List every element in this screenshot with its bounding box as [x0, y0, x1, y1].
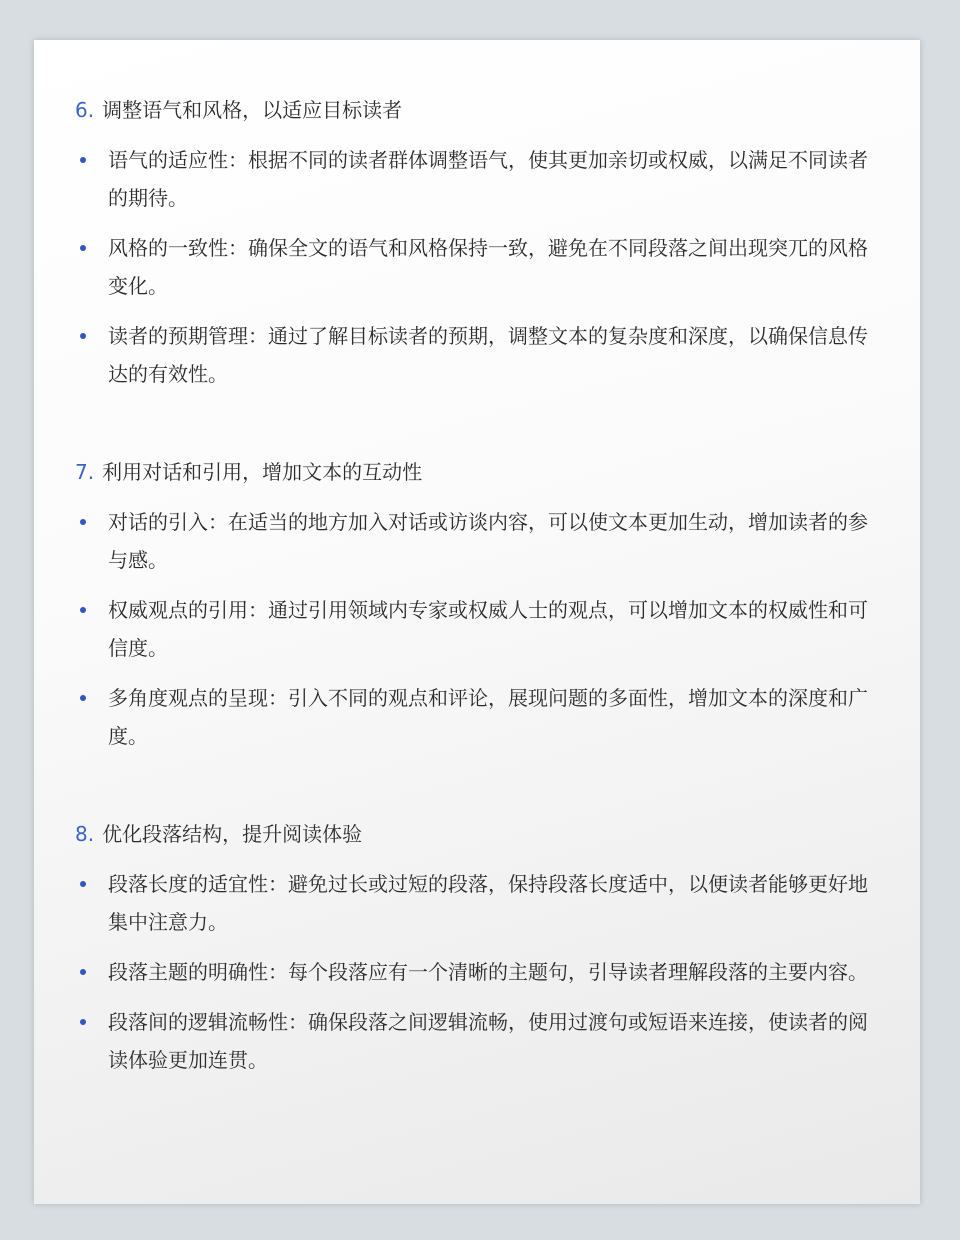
- item-label: 语气的适应性：: [108, 148, 248, 172]
- item-text: 引入不同的观点和评论，展现问题的多面性，增加文本的深度和广度。: [108, 686, 868, 748]
- bullet-list: [34, 503, 920, 767]
- item-text: 确保全文的语气和风格保持一致，避免在不同段落之间出现突兀的风格变化。: [108, 236, 868, 298]
- list-item: [34, 503, 920, 579]
- list-item: [34, 591, 920, 667]
- item-label: 段落间的逻辑流畅性：: [108, 1010, 308, 1034]
- bullet-list: [34, 865, 920, 1091]
- item-text: 通过了解目标读者的预期，调整文本的复杂度和深度，以确保信息传达的有效性。: [108, 324, 868, 386]
- item-label: 读者的预期管理：: [108, 324, 268, 348]
- section-heading: [75, 456, 422, 488]
- item-label: 段落主题的明确性：: [108, 960, 288, 984]
- item-text: 每个段落应有一个清晰的主题句，引导读者理解段落的主要内容。: [288, 960, 868, 984]
- list-item: [34, 953, 920, 991]
- bullet-icon: [80, 969, 86, 975]
- section-title: 利用对话和引用，增加文本的互动性: [102, 460, 423, 484]
- list-item: [34, 865, 920, 941]
- section-title: 优化段落结构，提升阅读体验: [102, 822, 363, 846]
- item-text: 通过引用领域内专家或权威人士的观点，可以增加文本的权威性和可信度。: [108, 598, 868, 660]
- item-text: 在适当的地方加入对话或访谈内容，可以使文本更加生动，增加读者的参与感。: [108, 510, 868, 572]
- bullet-icon: [80, 245, 86, 251]
- section-number: 8.: [75, 822, 95, 846]
- item-label: 多角度观点的呈现：: [108, 686, 288, 710]
- section-heading: [75, 94, 402, 126]
- item-label: 权威观点的引用：: [108, 598, 268, 622]
- bullet-icon: [80, 881, 86, 887]
- bullet-icon: [80, 519, 86, 525]
- item-label: 段落长度的适宜性：: [108, 872, 288, 896]
- document-card: [34, 40, 920, 1204]
- list-item: [34, 229, 920, 305]
- item-text: 避免过长或过短的段落，保持段落长度适中，以便读者能够更好地集中注意力。: [108, 872, 868, 934]
- bullet-icon: [80, 157, 86, 163]
- section-number: 6.: [75, 98, 95, 122]
- list-item: [34, 141, 920, 217]
- section-number: 7.: [75, 460, 95, 484]
- bullet-icon: [80, 333, 86, 339]
- bullet-icon: [80, 607, 86, 613]
- bullet-list: [34, 141, 920, 405]
- item-text: 根据不同的读者群体调整语气，使其更加亲切或权威，以满足不同读者的期待。: [108, 148, 868, 210]
- item-text: 确保段落之间逻辑流畅，使用过渡句或短语来连接，使读者的阅读体验更加连贯。: [108, 1010, 868, 1072]
- section-title: 调整语气和风格，以适应目标读者: [102, 98, 403, 122]
- item-label: 风格的一致性：: [108, 236, 248, 260]
- item-label: 对话的引入：: [108, 510, 228, 534]
- section-heading: [75, 818, 362, 850]
- bullet-icon: [80, 1019, 86, 1025]
- list-item: [34, 679, 920, 755]
- bullet-icon: [80, 695, 86, 701]
- list-item: [34, 1003, 920, 1079]
- list-item: [34, 317, 920, 393]
